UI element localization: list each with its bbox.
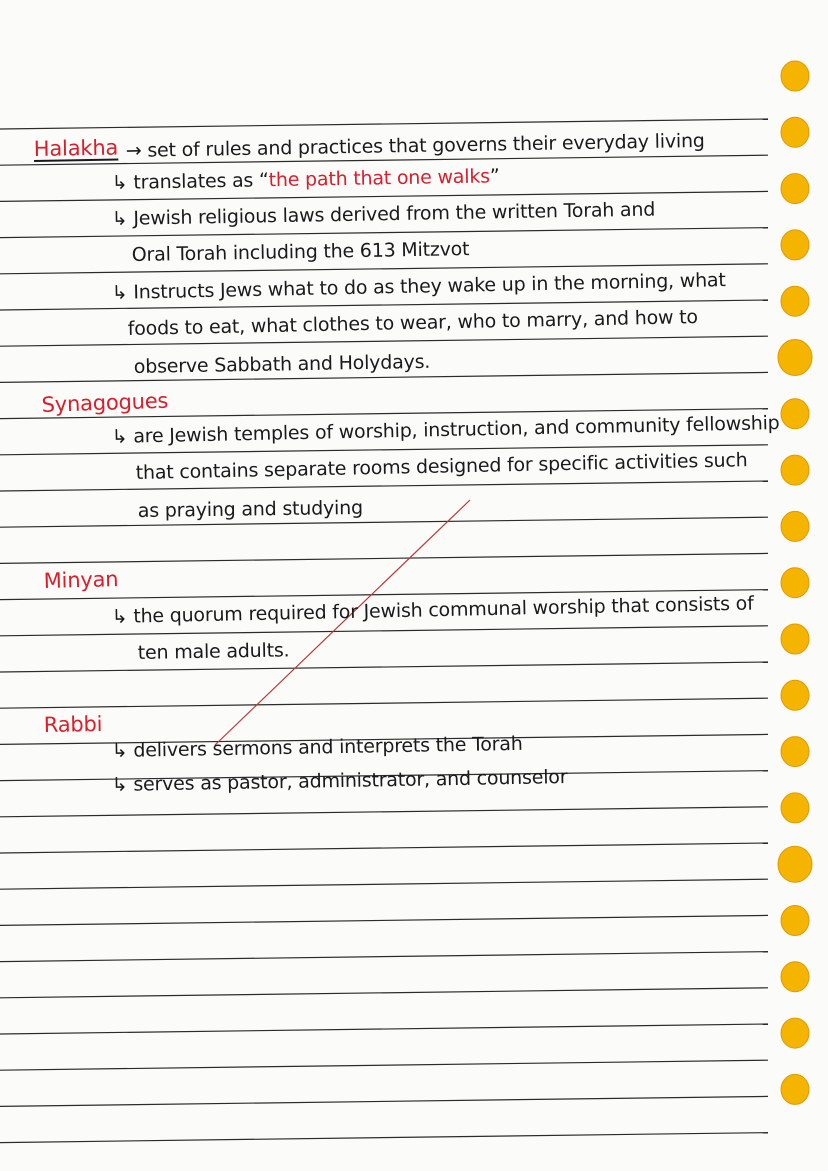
minyan-line1: ↳ the quorum required for Jewish communal worship that consists of — [111, 592, 754, 628]
term-synagogues: Synagogues — [41, 388, 169, 417]
term-rabbi: Rabbi — [43, 711, 103, 737]
synagogues-line3: as praying and studying — [137, 496, 364, 522]
binder-hole — [781, 399, 809, 429]
binder-hole — [781, 455, 809, 485]
rabbi-line1: ↳ delivers sermons and interprets the Torah — [111, 732, 523, 762]
halakha-instructs-line1: ↳ Instructs Jews what to do as they wake up in the morning, what — [111, 269, 726, 304]
translates-suffix: ” — [489, 165, 500, 188]
binder-hole — [781, 962, 809, 992]
binder-hole — [781, 680, 809, 710]
binder-hole — [781, 117, 809, 147]
binder-hole — [781, 230, 809, 260]
halakha-laws-line2: Oral Torah including the 613 Mitzvot — [131, 238, 470, 266]
term-minyan: Minyan — [43, 567, 119, 593]
halakha-definition: → set of rules and practices that governs their everyday living — [125, 129, 705, 162]
binder-hole — [781, 511, 809, 541]
halakha-instructs-line3: observe Sabbath and Holydays. — [133, 350, 431, 378]
synagogues-line1: ↳ are Jewish temples of worship, instruction, and community fellowship — [111, 412, 780, 448]
binder-hole — [778, 846, 812, 882]
rabbi-line2: ↳ serves as pastor, administrator, and counselor — [111, 766, 568, 796]
binder-hole — [781, 906, 809, 936]
binder-hole — [781, 624, 809, 654]
binder-hole — [778, 340, 812, 376]
binder-hole — [781, 737, 809, 767]
term-halakha: Halakha — [33, 135, 119, 161]
binder-hole — [781, 1074, 809, 1104]
binder-hole — [781, 1018, 809, 1048]
translates-prefix: ↳ translates as “ — [111, 169, 269, 194]
synagogues-line2: that contains separate rooms designed for specific activities such — [135, 449, 748, 484]
halakha-laws-line1: ↳ Jewish religious laws derived from the written Torah and — [111, 198, 656, 230]
binder-hole — [781, 793, 809, 823]
translates-quote: the path that one walks — [268, 165, 491, 192]
halakha-instructs-line2: foods to eat, what clothes to wear, who to marry, and how to — [127, 306, 699, 340]
binder-hole — [781, 61, 809, 91]
binder-hole — [781, 174, 809, 204]
binder-hole — [781, 286, 809, 316]
minyan-line2: ten male adults. — [137, 639, 290, 664]
binder-hole — [781, 568, 809, 598]
